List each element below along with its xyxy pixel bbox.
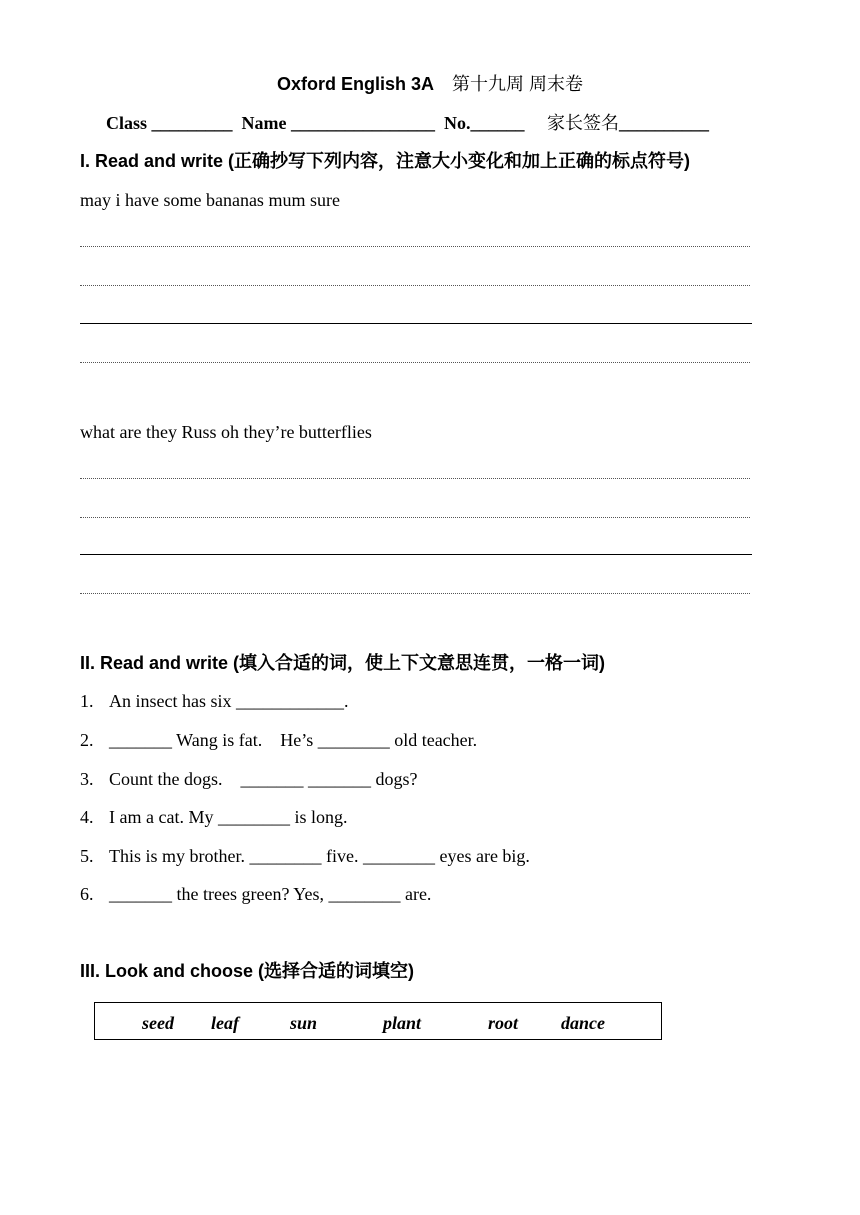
word-bank-item[interactable]: plant xyxy=(383,1013,422,1033)
student-info-line xyxy=(106,110,709,137)
writing-line[interactable] xyxy=(80,593,750,594)
fill-in-item[interactable]: 6. _______ the trees green? Yes, ________ are. xyxy=(80,884,432,904)
section-3-instruction: 选择合适的词填空 xyxy=(264,961,409,981)
section-2-instruction: 填入合适的词，使上下文意思连贯，一格一词 xyxy=(239,653,600,673)
word-bank-item[interactable]: sun xyxy=(290,1013,318,1033)
section-2-heading: II. Read and write (填入合适的词，使上下文意思连贯，一格一词) xyxy=(80,653,606,673)
writing-line[interactable] xyxy=(80,517,750,518)
fill-in-item[interactable]: 2. _______ Wang is fat. He’s ________ old teacher. xyxy=(80,730,478,750)
fill-in-item[interactable]: 1. An insect has six ____________. xyxy=(80,691,349,711)
fill-in-item[interactable]: 3. Count the dogs. _______ _______ dogs? xyxy=(80,769,418,789)
writing-line[interactable] xyxy=(80,246,750,247)
writing-line-baseline[interactable] xyxy=(80,554,752,555)
word-bank xyxy=(94,1002,662,1040)
writing-line[interactable] xyxy=(80,362,750,363)
name-field[interactable]: Name ________________ xyxy=(241,113,435,133)
copy-prompt-2: what are they Russ oh they’re butterflies xyxy=(80,422,372,442)
section-1-instruction: 正确抄写下列内容，注意大小变化和加上正确的标点符号 xyxy=(234,151,685,171)
section-1-heading: I. Read and write (正确抄写下列内容，注意大小变化和加上正确的标点符号) xyxy=(80,151,691,171)
copy-prompt-1: may i have some bananas mum sure xyxy=(80,190,340,210)
parent-signature-label: 家长签名 xyxy=(547,113,619,134)
section-3-heading: III. Look and choose (选择合适的词填空) xyxy=(80,961,415,981)
fill-in-item[interactable]: 4. I am a cat. My ________ is long. xyxy=(80,807,348,827)
fill-in-item[interactable]: 5. This is my brother. ________ five. ________ eyes are big. xyxy=(80,846,530,866)
writing-line-baseline[interactable] xyxy=(80,323,752,324)
writing-line[interactable] xyxy=(80,478,750,479)
word-bank-item[interactable]: seed xyxy=(142,1013,174,1033)
parent-signature-field[interactable]: __________ xyxy=(619,113,709,133)
title-chinese: 第十九周 周末卷 xyxy=(452,74,584,94)
title-english: Oxford English 3A xyxy=(276,74,434,94)
class-field[interactable]: Class _________ xyxy=(106,113,233,133)
word-bank-item[interactable]: dance xyxy=(561,1013,605,1033)
word-bank-item[interactable]: root xyxy=(488,1013,519,1033)
word-bank-item[interactable]: leaf xyxy=(211,1013,239,1033)
worksheet-title xyxy=(0,70,860,98)
number-field[interactable]: No.______ xyxy=(444,113,525,133)
writing-line[interactable] xyxy=(80,285,750,286)
